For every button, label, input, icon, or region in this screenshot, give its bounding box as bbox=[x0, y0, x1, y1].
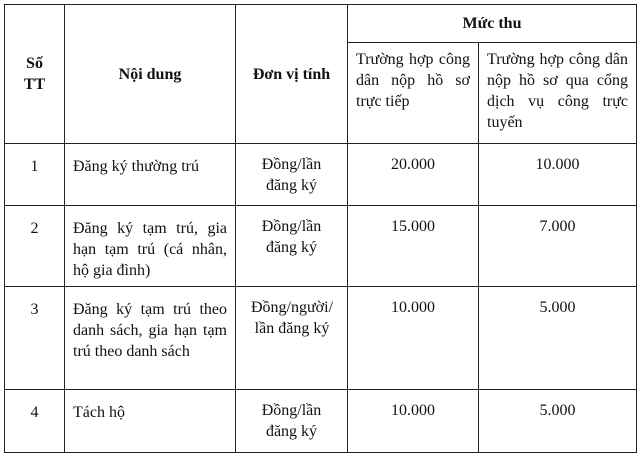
table-row bbox=[5, 206, 637, 287]
table-row bbox=[5, 287, 637, 390]
row-unit bbox=[236, 390, 348, 453]
row-content: Đăng ký thường trú bbox=[65, 144, 236, 206]
row-unit-label: Đồng/lần đăng ký bbox=[261, 156, 322, 194]
row-content: Đăng ký tạm trú theo danh sách, gia hạn tạm trú theo danh sách bbox=[65, 287, 236, 390]
row-fee-direct: 10.000 bbox=[348, 390, 479, 453]
row-fee-direct: 10.000 bbox=[348, 287, 479, 390]
row-fee-direct: 20.000 bbox=[348, 144, 479, 206]
row-fee-online: 5.000 bbox=[479, 287, 637, 390]
row-unit-label: Đồng/lần đăng ký bbox=[261, 402, 322, 440]
row-fee-online: 10.000 bbox=[479, 144, 637, 206]
row-unit bbox=[236, 287, 348, 390]
header-stt bbox=[5, 5, 65, 144]
header-fee-direct-label: Trường hợp công dân nộp hồ sơ trực tiếp bbox=[356, 51, 470, 110]
row-fee-online: 5.000 bbox=[479, 390, 637, 453]
row-content: Đăng ký tạm trú, gia hạn tạm trú (cá nhân, hộ gia đình) bbox=[65, 206, 236, 287]
row-stt: 1 bbox=[5, 144, 65, 206]
row-unit-label: Đồng/lần đăng ký bbox=[261, 218, 322, 256]
header-stt-label: Số TT bbox=[23, 55, 46, 93]
header-fee-online-label: Trường hợp công dân nộp hồ sơ qua cổng dịch vụ công trực tuyến bbox=[487, 51, 628, 131]
header-row-top bbox=[5, 5, 637, 43]
row-content: Tách hộ bbox=[65, 390, 236, 453]
row-unit bbox=[236, 206, 348, 287]
fee-table bbox=[4, 4, 637, 453]
row-unit bbox=[236, 144, 348, 206]
row-stt: 3 bbox=[5, 287, 65, 390]
row-stt: 2 bbox=[5, 206, 65, 287]
header-unit: Đơn vị tính bbox=[236, 5, 348, 144]
header-content: Nội dung bbox=[65, 5, 236, 144]
header-fee-online bbox=[479, 43, 637, 144]
row-fee-online: 7.000 bbox=[479, 206, 637, 287]
row-fee-direct: 15.000 bbox=[348, 206, 479, 287]
header-fee-group: Mức thu bbox=[348, 5, 637, 43]
header-fee-direct bbox=[348, 43, 479, 144]
row-stt: 4 bbox=[5, 390, 65, 453]
table-row bbox=[5, 390, 637, 453]
table-row bbox=[5, 144, 637, 206]
row-unit-label: Đồng/người/ lần đăng ký bbox=[250, 299, 334, 337]
